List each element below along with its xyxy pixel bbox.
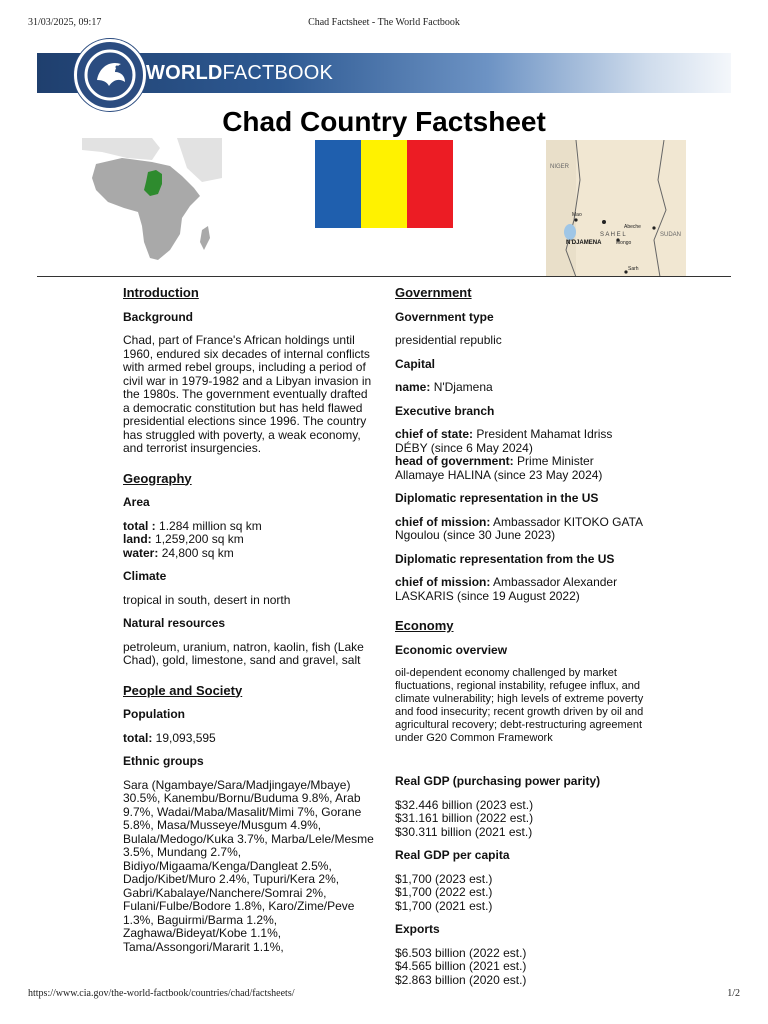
resources-label: Natural resources	[123, 616, 226, 630]
gdp-value: $32.446 billion (2023 est.)	[395, 797, 534, 812]
flag-stripe-yellow	[361, 140, 407, 228]
gdp-values	[395, 799, 645, 840]
capital-name: N'Djamena	[433, 380, 493, 394]
map-label-mao: Mao	[572, 212, 582, 218]
map-label-abeche: Abeche	[624, 224, 641, 230]
exports-value: $6.503 billion (2022 est.)	[395, 945, 527, 960]
background-label: Background	[123, 309, 194, 324]
map-label-capital: N'DJAMENA	[566, 240, 602, 246]
exports-values	[395, 947, 645, 988]
gdp-pc-value: $1,700 (2023 est.)	[395, 871, 493, 886]
print-header	[28, 17, 740, 31]
area-water: 24,800 sq km	[161, 545, 234, 560]
government-heading[interactable]: Government	[395, 285, 472, 300]
map-label-niger: NIGER	[550, 164, 570, 170]
gdp-pc-value: $1,700 (2021 est.)	[395, 898, 493, 913]
exports-value: $2.863 billion (2020 est.)	[395, 972, 527, 987]
eagle-logo-icon[interactable]	[74, 39, 146, 111]
capital-name-label: name:	[395, 380, 431, 394]
area-values	[123, 520, 375, 561]
brand-wordmark[interactable]	[146, 62, 333, 85]
background-text: Chad, part of France's African holdings until 1960, endured six decades of internal conflicts with armed rebel groups, including a period of civil war in 1979-1982 and a Libyan invasion in the 1980s. The government eventually drafted a democratic constitution but has held flawed presidential elections since 1996. The country has struggled with poverty, a weak economy, and terrorist insurgencies.	[123, 333, 372, 455]
right-column	[395, 286, 645, 997]
area-water-label: water:	[123, 545, 159, 560]
dip-from-mission: Ambassador Alexander LASKARIS (since 19 August 2022)	[395, 575, 618, 603]
population-values	[123, 732, 375, 746]
gdp-value: $31.161 billion (2022 est.)	[395, 811, 534, 825]
dip-in-label: Diplomatic representation in the US	[395, 491, 599, 505]
chad-regional-map	[546, 140, 686, 277]
head-gov-label: head of government:	[395, 454, 514, 468]
gdp-label: Real GDP (purchasing power parity)	[395, 774, 601, 788]
population-total-label: total:	[123, 730, 153, 745]
people-heading[interactable]: People and Society	[123, 682, 243, 698]
gdp-pc-values	[395, 873, 645, 914]
dip-from-label: Diplomatic representation from the US	[395, 551, 615, 566]
dip-from-values	[395, 576, 645, 603]
left-column	[123, 286, 375, 964]
gov-type-label: Government type	[395, 309, 494, 324]
head-gov: Prime Minister Allamaye HALINA (since 23 May 2024)	[395, 454, 603, 482]
ethnic-text: Sara (Ngambaye/Sara/Madjingaye/Mbaye) 30.5%, Kanembu/Bornu/Buduma 9.8%, Arab 9.7%, Wadai/Maba/Masalit/Mimi 7%, Gorane 5.8%, Masa/Musseye/Musgum 4.9%, Bulala/Medogo/Kuka 3.7%, Marba/Lele/Mesme 3.5%, Mundang 2.7%, Bidiyo/Migaama/Kenga/Dangleat 2.5%, Dadjo/Kibet/Muro 2.4%, Tupuri/Kera 2%, Gabri/Kabalaye/Nanchere/Somrai 2%, Fulani/Fulbe/Bodore 1.8%, Karo/Zime/Peve 1.3%, Baguirmi/Barma 1.2%, Zaghawa/Bideyat/Kobe 1.1%, Tama/Assongori/Mararit 1.1%,	[123, 777, 374, 954]
gdp-pc-value: $1,700 (2022 est.)	[395, 885, 493, 899]
capital-values	[395, 381, 645, 395]
area-land: 1,259,200 sq km	[155, 532, 244, 546]
map-label-sarh: Sarh	[628, 266, 639, 272]
chad-flag	[315, 140, 453, 228]
dip-in-values	[395, 516, 645, 543]
capital-label: Capital	[395, 356, 436, 371]
print-footer	[28, 988, 740, 1002]
print-url[interactable]: https://www.cia.gov/the-world-factbook/countries/chad/factsheets/	[28, 988, 295, 999]
area-label: Area	[123, 495, 150, 509]
flag-stripe-blue	[315, 140, 361, 228]
map-label-mongo: Mongo	[616, 240, 632, 246]
gdp-pc-label: Real GDP per capita	[395, 848, 510, 862]
gov-type: presidential republic	[395, 333, 502, 347]
dip-in-mission: Ambassador KITOKO GATA Ngoulou (since 30 June 2023)	[395, 514, 643, 542]
gdp-value: $30.311 billion (2021 est.)	[395, 824, 533, 839]
map-label-sahel: S A H E L	[600, 232, 626, 238]
print-page-number: 1/2	[727, 988, 740, 999]
chief-state: President Mahamat Idriss DÉBY (since 6 May 2024)	[395, 427, 613, 455]
overview-label: Economic overview	[395, 642, 508, 657]
africa-locator-map	[82, 138, 222, 263]
area-land-label: land:	[123, 532, 152, 546]
print-date: 31/03/2025, 09:17	[28, 17, 102, 28]
climate-text: tropical in south, desert in north	[123, 592, 291, 607]
page-title: Chad Country Factsheet	[222, 106, 546, 137]
population-total: 19,093,595	[155, 730, 216, 745]
exports-label: Exports	[395, 922, 440, 936]
header-divider	[37, 276, 731, 277]
ethnic-label: Ethnic groups	[123, 754, 204, 768]
area-total-label: total :	[123, 518, 156, 533]
exec-label: Executive branch	[395, 403, 495, 418]
dip-from-mission-label: chief of mission:	[395, 575, 491, 589]
resources-text: petroleum, uranium, natron, kaolin, fish (Lake Chad), gold, limestone, sand and gravel, salt	[123, 639, 364, 667]
dip-in-mission-label: chief of mission:	[395, 514, 491, 529]
climate-label: Climate	[123, 569, 167, 583]
chief-state-label: chief of state:	[395, 427, 474, 441]
brand-bold: WORLD	[146, 62, 223, 84]
area-total: 1.284 million sq km	[159, 518, 262, 533]
geography-heading[interactable]: Geography	[123, 470, 192, 486]
print-doc-title: Chad Factsheet - The World Factbook	[308, 17, 460, 28]
introduction-heading[interactable]: Introduction	[123, 285, 199, 300]
map-label-sudan: SUDAN	[660, 232, 682, 238]
exports-value: $4.565 billion (2021 est.)	[395, 959, 527, 973]
overview-text: oil-dependent economy challenged by market fluctuations, regional instability, refugee influx, and climate vulnerability; high levels of extreme poverty and food insecurity; recent growth driven by oil and agricultural recovery; debt-restructuring agreement under G20 Common Framework	[395, 667, 644, 744]
economy-heading[interactable]: Economy	[395, 618, 454, 633]
population-label: Population	[123, 707, 185, 721]
brand-light: FACTBOOK	[222, 62, 334, 84]
exec-values	[395, 428, 645, 482]
flag-stripe-red	[407, 140, 453, 228]
